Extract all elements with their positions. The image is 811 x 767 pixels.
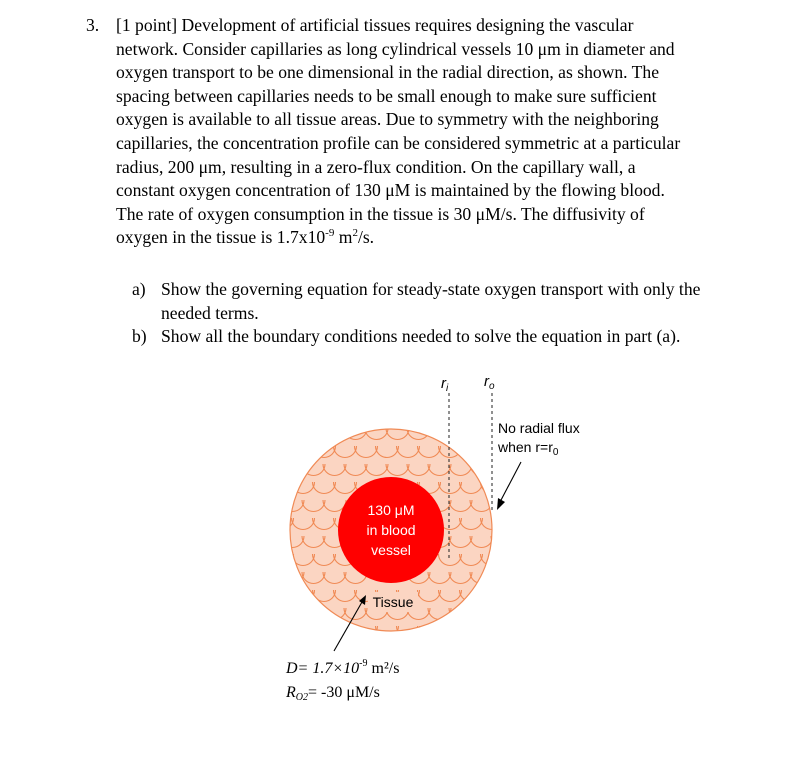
statement-line-1: [1 point] Development of artificial tissues requires designing the vascular — [116, 15, 634, 35]
ri-label: $r_i$ — [441, 375, 449, 394]
tissue-cell — [439, 626, 462, 638]
problem-number: 3. — [86, 15, 100, 35]
statement-line-4: spacing between capillaries needs to be small enough to make sure sufficient — [116, 85, 657, 106]
part-a-label: a) — [132, 279, 146, 299]
statement-line-2: network. Consider capillaries as long cylindrical vessels 10 μm in diameter and — [116, 38, 675, 59]
tissue-cell — [491, 536, 514, 548]
tissue-cell — [271, 554, 294, 566]
points-label: [1 point] — [116, 15, 178, 35]
part-b-label: b) — [132, 326, 147, 347]
consumption-rate-label: RO2= -30 μM/s — [286, 684, 380, 703]
tissue-cell — [418, 626, 441, 638]
statement-line-5: oxygen is available to all tissue areas. Due to symmetry with the neighboring — [116, 109, 659, 130]
statement-line-10: oxygen in the tissue is $1.7x10^{-9}$ $m^2/s$. — [116, 227, 375, 248]
vessel-label-3: vessel — [371, 542, 411, 558]
flux-arrow — [500, 462, 521, 502]
flux-label-2: when $r=r_0$ — [498, 439, 559, 458]
statement-line-6: capillaries, the concentration profile can be considered symmetric at a particular — [116, 132, 681, 153]
statement-line-3: oxygen transport to be one dimensional in the radial direction, as shown. The — [116, 62, 660, 83]
ro-label: $r_o$ — [484, 373, 495, 392]
vessel-label-1: 130 μM — [367, 502, 415, 518]
statement-line-9: The rate of oxygen consumption in the tissue is 30 μM/s. The diffusivity of — [116, 203, 645, 224]
part-b: b) Show all the boundary conditions needed to solve the equation in part (a). — [132, 325, 792, 349]
tissue-label: Tissue — [372, 594, 414, 610]
part-a: a) Show the governing equation for steady-state oxygen transport with only the needed terms. — [132, 279, 701, 323]
tissue-cell — [302, 608, 325, 620]
statement-line-8: constant oxygen concentration of 130 μM is maintained by the flowing blood. — [116, 180, 665, 201]
flux-arrow-head — [497, 498, 505, 510]
vessel-label-2: in blood — [366, 522, 416, 538]
flux-label-1: No radial flux — [498, 420, 580, 436]
diffusivity-label: $D= 1.7\times 10^{-9}$ m²/s — [286, 658, 400, 677]
statement-line-7: radius, 200 μm, resulting in a zero-flux condition. On the capillary wall, a — [116, 156, 636, 177]
